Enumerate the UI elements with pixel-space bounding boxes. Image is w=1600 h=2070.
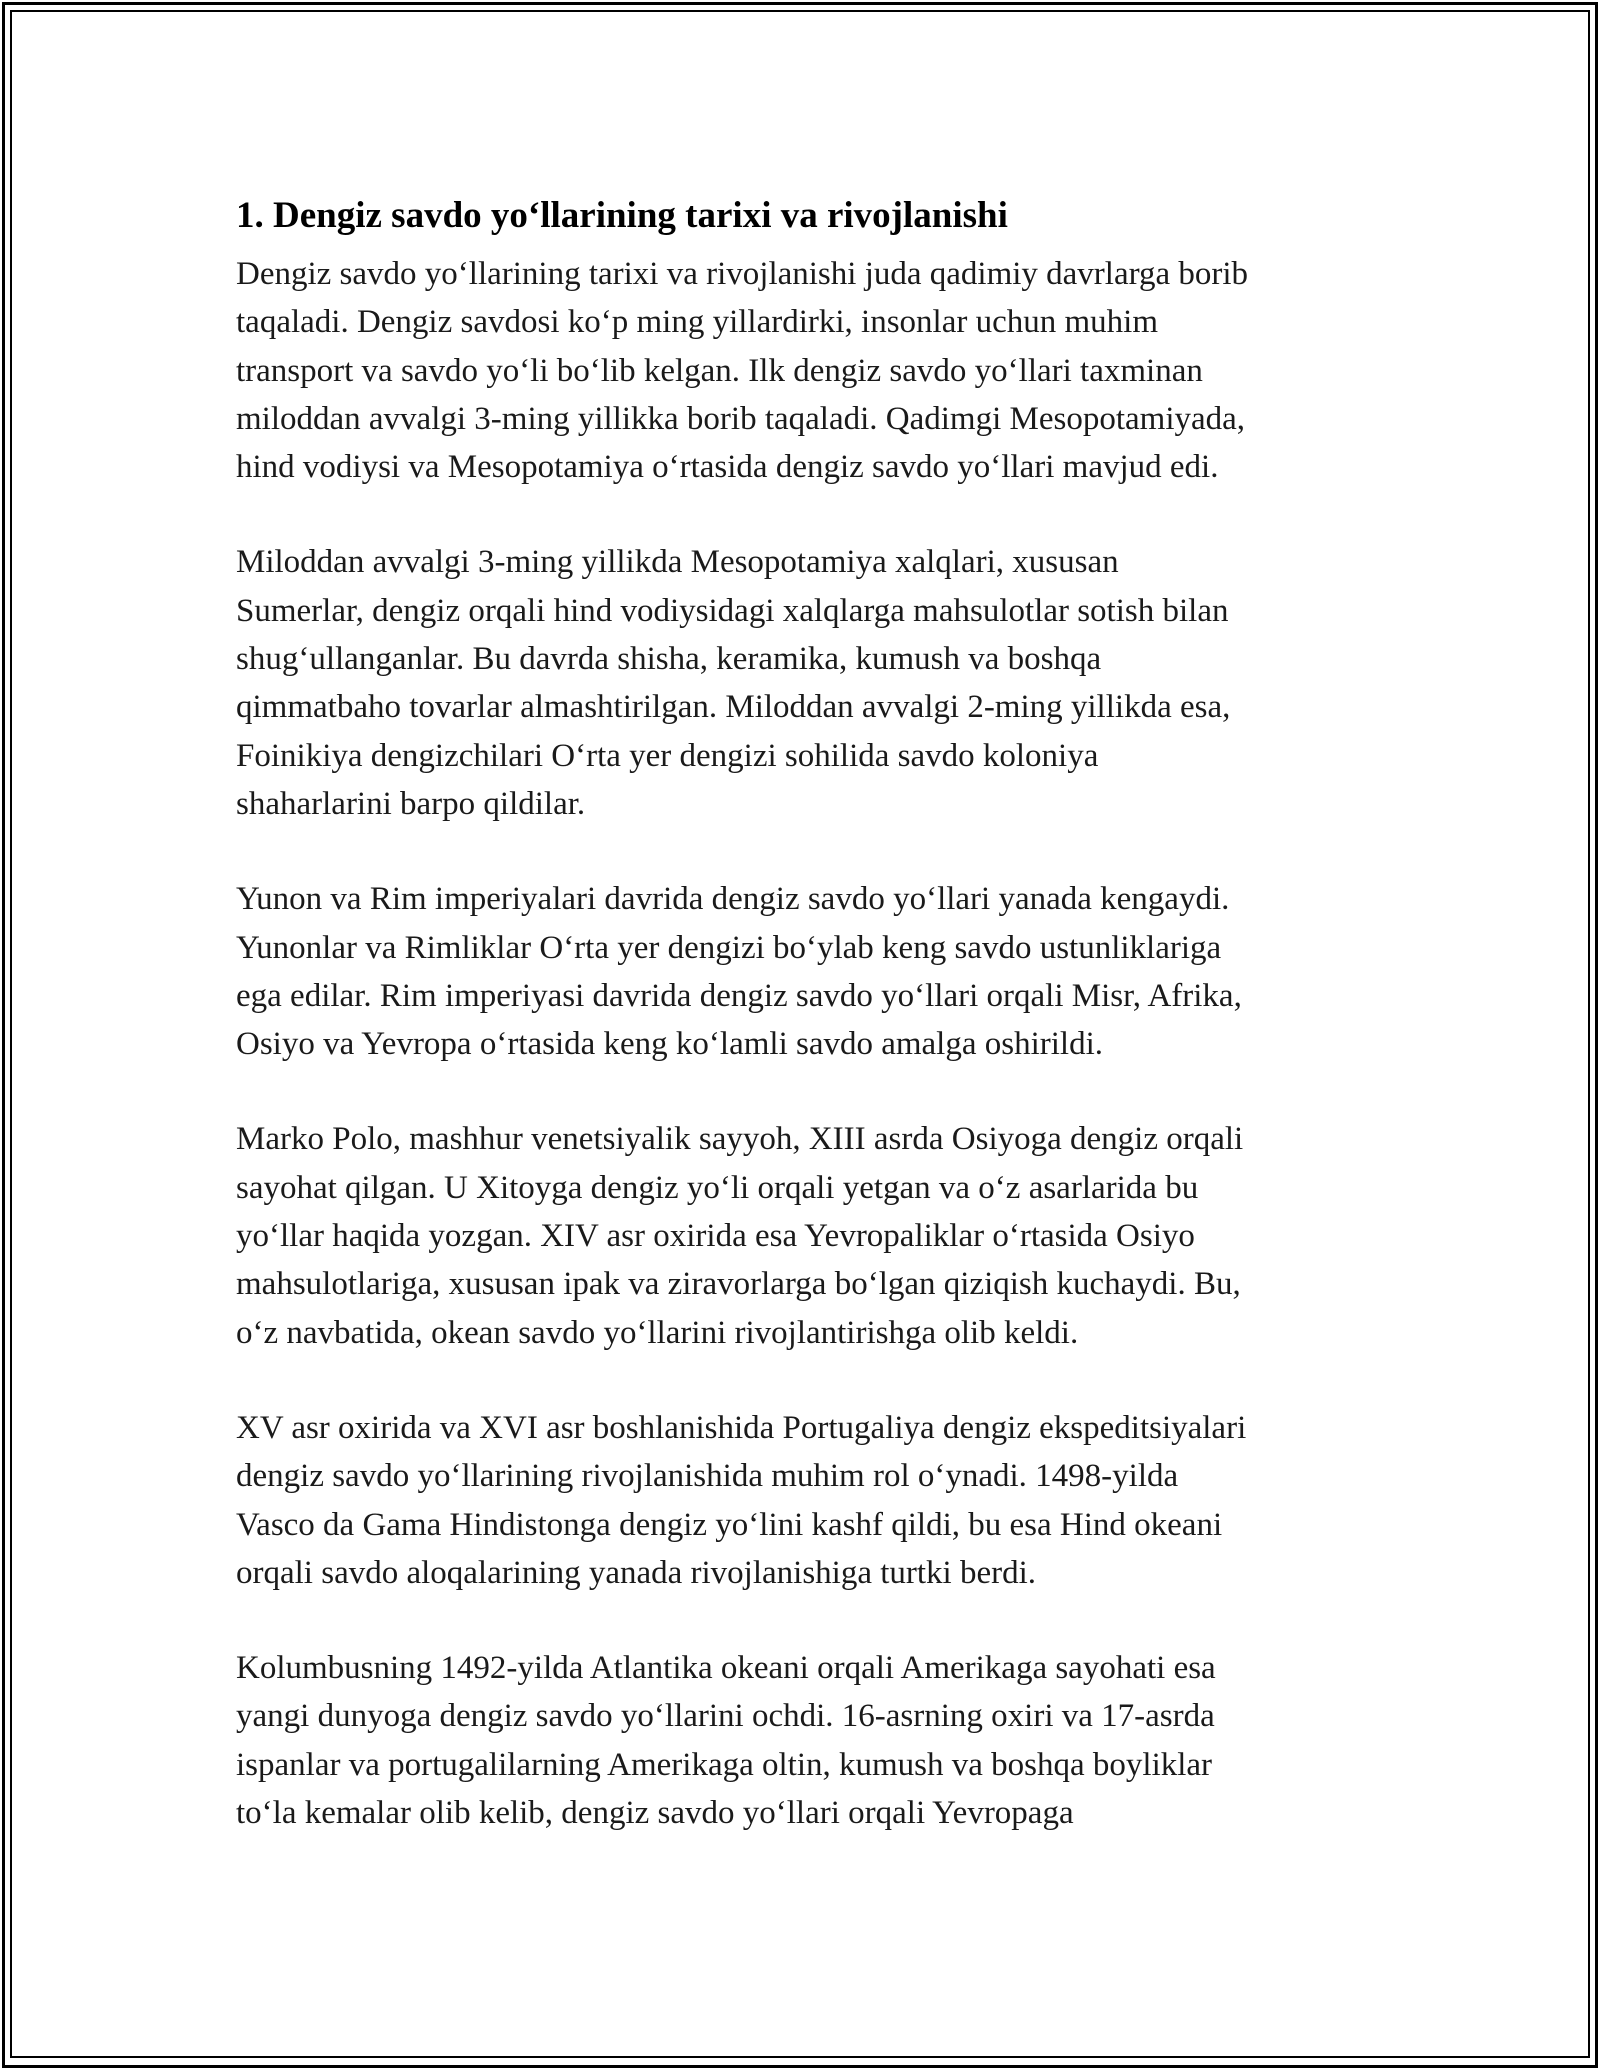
paragraph: [236, 875, 1376, 1068]
text-line: Sumerlar, dengiz orqali hind vodiysidagi xalqlarga mahsulotlar sotish bilan: [236, 592, 1229, 629]
text-line: Foinikiya dengizchilari O‘rta yer dengizi sohilida savdo koloniya: [236, 737, 1099, 774]
paragraph: [236, 1115, 1376, 1356]
paragraph: [236, 538, 1376, 828]
text-line: shaharlarini barpo qildilar.: [236, 785, 586, 822]
text-line: ispanlar va portugalilarning Amerikaga oltin, kumush va boshqa boyliklar: [236, 1746, 1213, 1783]
text-line: o‘z navbatida, okean savdo yo‘llarini rivojlantirishga olib keldi.: [236, 1314, 1079, 1351]
text-line: Kolumbusning 1492-yilda Atlantika okeani orqali Amerikaga sayohati esa: [236, 1650, 1216, 1687]
text-line: to‘la kemalar olib kelib, dengiz savdo yo‘llari orqali Yevropaga: [236, 1795, 1074, 1832]
text-line: yo‘llar haqida yozgan. XIV asr oxirida esa Yevropaliklar o‘rtasida Osiyo: [236, 1218, 1195, 1255]
text-line: mahsulotlariga, xususan ipak va ziravorlarga bo‘lgan qiziqish kuchaydi. Bu,: [236, 1266, 1241, 1303]
text-line: Miloddan avvalgi 3-ming yillikda Mesopotamiya xalqlari, xususan: [236, 544, 1119, 581]
text-line: shug‘ullanganlar. Bu davrda shisha, keramika, kumush va boshqa: [236, 641, 1102, 678]
paragraph: [236, 250, 1376, 491]
text-line: Yunonlar va Rimliklar O‘rta yer dengizi bo‘ylab keng savdo ustunliklariga: [236, 929, 1222, 966]
text-line: Yunon va Rim imperiyalari davrida dengiz savdo yo‘llari yanada kengaydi.: [236, 881, 1230, 918]
text-line: Dengiz savdo yo‘llarining tarixi va rivojlanishi juda qadimiy davrlarga borib: [236, 256, 1249, 292]
text-line: Vasco da Gama Hindistonga dengiz yo‘lini kashf qildi, bu esa Hind okeani: [236, 1506, 1223, 1543]
text-line: dengiz savdo yo‘llarining rivojlanishida muhim rol o‘ynadi. 1498-yilda: [236, 1458, 1179, 1495]
text-line: taqaladi. Dengiz savdosi ko‘p ming yillardirki, insonlar uchun muhim: [236, 304, 1159, 341]
text-line: Osiyo va Yevropa o‘rtasida keng ko‘lamli savdo amalga oshirildi.: [236, 1026, 1104, 1063]
text-line: Marko Polo, mashhur venetsiyalik sayyoh, XIII asrda Osiyoga dengiz orqali: [236, 1121, 1244, 1158]
text-line: qimmatbaho tovarlar almashtirilgan. Miloddan avvalgi 2-ming yillikda esa,: [236, 689, 1231, 726]
paragraph: [236, 1644, 1376, 1837]
section-heading: 1. Dengiz savdo yo‘llarining tarixi va rivojlanishi: [236, 195, 1008, 236]
text-line: ega edilar. Rim imperiyasi davrida dengiz savdo yo‘llari orqali Misr, Afrika,: [236, 977, 1242, 1014]
text-line: orqali savdo aloqalarining yanada rivojlanishiga turtki berdi.: [236, 1554, 1037, 1591]
text-line: transport va savdo yo‘li bo‘lib kelgan. Ilk dengiz savdo yo‘llari taxminan: [236, 352, 1203, 389]
document-body: [236, 186, 1376, 1837]
text-line: sayohat qilgan. U Xitoyga dengiz yo‘li orqali yetgan va o‘z asarlarida bu: [236, 1169, 1199, 1206]
text-line: XV asr oxirida va XVI asr boshlanishida Portugaliya dengiz ekspeditsiyalari: [236, 1409, 1247, 1446]
text-line: yangi dunyoga dengiz savdo yo‘llarini ochdi. 16-asrning oxiri va 17-asrda: [236, 1698, 1215, 1735]
text-line: hind vodiysi va Mesopotamiya o‘rtasida dengiz savdo yo‘llari mavjud edi.: [236, 449, 1219, 486]
text-line: miloddan avvalgi 3-ming yillikka borib taqaladi. Qadimgi Mesopotamiyada,: [236, 400, 1246, 437]
paragraph: [236, 1404, 1376, 1597]
